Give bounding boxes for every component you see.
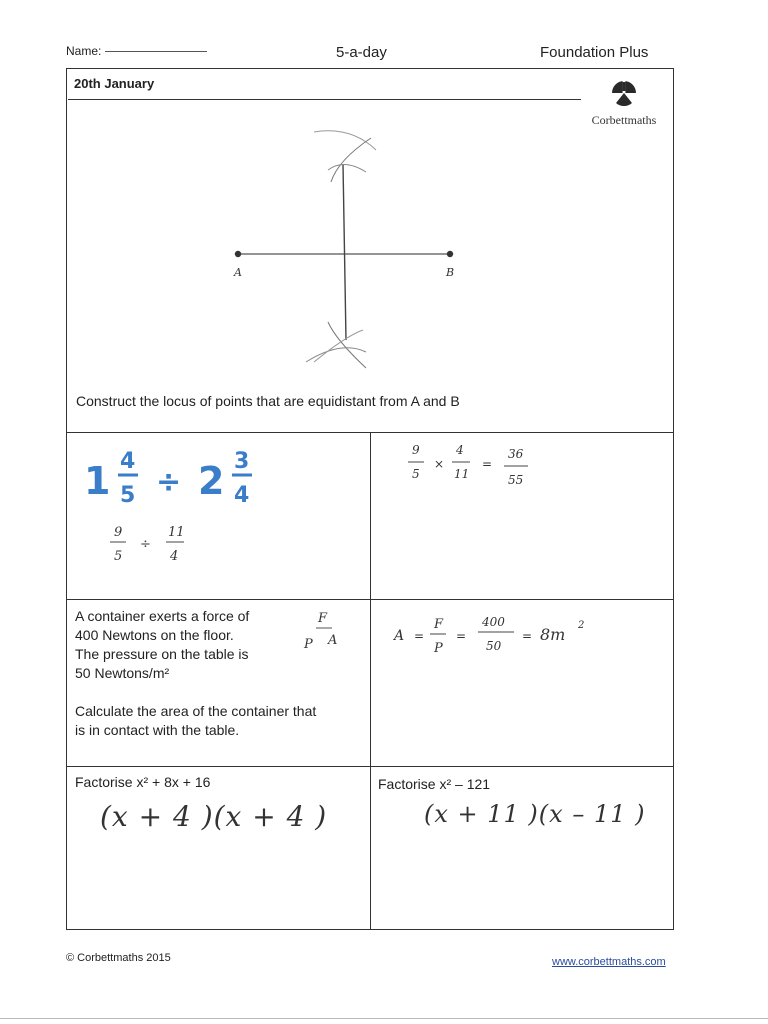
fraction-question bbox=[70, 436, 366, 596]
triangle-left: P bbox=[304, 637, 313, 652]
work2-numerator-1: 9 bbox=[412, 443, 420, 457]
perpendicular-bisector bbox=[343, 164, 346, 340]
numerator-1: 4 bbox=[120, 449, 136, 474]
q4-question: Factorise x² + 8x + 16 bbox=[75, 774, 211, 790]
point-a bbox=[235, 251, 241, 257]
q3-line: A container exerts a force of bbox=[75, 608, 250, 624]
triangle-right: A bbox=[328, 633, 338, 648]
q3-prompt-line: is in contact with the table. bbox=[75, 722, 240, 738]
construction-arc bbox=[331, 138, 371, 182]
work2-denominator-2: 11 bbox=[454, 467, 470, 481]
q5-question: Factorise x² – 121 bbox=[378, 776, 491, 792]
spacer bbox=[75, 683, 316, 702]
denominator-2: 4 bbox=[234, 483, 250, 508]
sheet-title: 5-a-day bbox=[336, 44, 387, 61]
q3-line: 50 Newtons/m² bbox=[75, 665, 170, 681]
date-label: 20th January bbox=[74, 76, 155, 91]
page-edge bbox=[0, 1018, 768, 1019]
work-denominator-2: 4 bbox=[170, 549, 179, 564]
name-label: Name: bbox=[66, 44, 102, 58]
work-operator: ÷ bbox=[140, 537, 151, 552]
answer-equals-2: = bbox=[456, 629, 467, 643]
name-blank-line bbox=[105, 51, 207, 52]
answer-result: 8m bbox=[540, 625, 566, 644]
answer-lhs: A bbox=[394, 628, 405, 644]
work2-times: × bbox=[434, 457, 445, 471]
work2-denominator-3: 55 bbox=[508, 473, 524, 487]
whole-number-2: 2 bbox=[198, 459, 225, 503]
work2-denominator-1: 5 bbox=[412, 467, 420, 481]
q3-line: 400 Newtons on the floor. bbox=[75, 627, 234, 643]
numerator-2: 3 bbox=[234, 449, 250, 474]
triangle-top: F bbox=[318, 611, 328, 626]
column-divider bbox=[370, 432, 371, 930]
work2-numerator-2: 4 bbox=[456, 443, 464, 457]
answer-numerator-2: 400 bbox=[482, 615, 505, 629]
fraction-working bbox=[374, 436, 670, 516]
answer-numerator-1: F bbox=[434, 617, 444, 632]
q4-answer: (x + 4 )(x + 4 ) bbox=[100, 800, 328, 833]
work2-numerator-3: 36 bbox=[508, 447, 524, 461]
construction-arc bbox=[328, 164, 366, 172]
whole-number-1: 1 bbox=[84, 459, 111, 503]
answer-denominator-1: P bbox=[434, 641, 443, 656]
work-numerator-1: 9 bbox=[114, 525, 123, 540]
pressure-answer bbox=[374, 606, 670, 666]
denominator-1: 5 bbox=[120, 483, 136, 508]
answer-exponent: 2 bbox=[578, 620, 585, 631]
q3-question bbox=[75, 607, 316, 740]
construction-diagram bbox=[66, 100, 674, 390]
q1-question: Construct the locus of points that are equidistant from A and B bbox=[76, 393, 460, 409]
q5-answer: (x + 11 )(x – 11 ) bbox=[424, 800, 646, 828]
divide-sign: ÷ bbox=[156, 465, 182, 500]
work-denominator-1: 5 bbox=[114, 549, 123, 564]
logo-text: Corbettmaths bbox=[591, 113, 657, 127]
point-b bbox=[447, 251, 453, 257]
answer-equals-1: = bbox=[414, 629, 425, 643]
label-b: B bbox=[446, 266, 455, 279]
label-a: A bbox=[234, 266, 242, 279]
work2-equals: = bbox=[482, 457, 493, 471]
work-numerator-2: 11 bbox=[168, 525, 185, 540]
formula-triangle bbox=[296, 606, 356, 656]
answer-denominator-2: 50 bbox=[486, 639, 502, 653]
q3-prompt-line: Calculate the area of the container that bbox=[75, 703, 317, 719]
answer-equals-3: = bbox=[522, 629, 533, 643]
copyright: © Corbettmaths 2015 bbox=[66, 952, 171, 964]
q3-line: The pressure on the table is bbox=[75, 646, 249, 662]
level-label: Foundation Plus bbox=[540, 44, 649, 61]
construction-arc bbox=[314, 330, 363, 362]
name-field bbox=[66, 44, 207, 58]
construction-arc bbox=[328, 322, 366, 368]
website-link[interactable]: www.corbettmaths.com bbox=[552, 956, 666, 968]
